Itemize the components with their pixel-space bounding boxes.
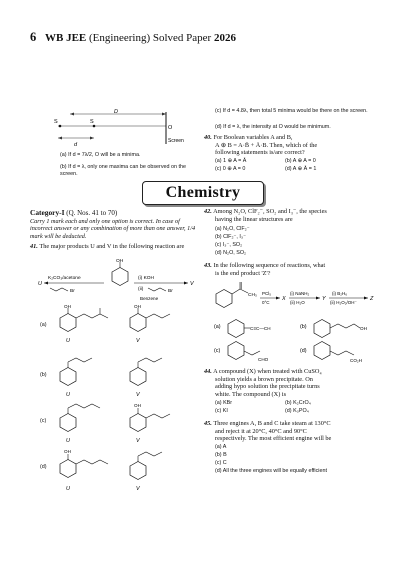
q43-r1: PCl₅ [262, 291, 272, 296]
q42-option-a: (a) N₂O, ClF₂⁻ [215, 226, 250, 232]
q40-text-1: For Boolean variables A and B, [213, 134, 293, 141]
q41-option-b-label: (b) [40, 372, 47, 378]
q42-option-b: (b) ClF₂⁻, I₃⁻ [215, 234, 246, 240]
prev-option-a: (a) If d = 7λ/2, O will be a minima. [60, 152, 141, 158]
page-number: 6 [30, 30, 37, 44]
q41-d-oh: OH [64, 449, 71, 454]
q42-option-d: (d) N₂O, SO₂ [215, 250, 247, 256]
q45-option-d: (d) All the three engines will be equally efficient [215, 468, 327, 474]
q41-b-v: V [136, 392, 140, 398]
q44-option-c: (c) KI [215, 408, 228, 414]
q41-d-v: V [136, 486, 140, 492]
q41-c-oh: OH [134, 403, 141, 408]
q43-ch3: CH₃ [248, 293, 257, 298]
q42-option-c: (c) I₃⁻, SO₂ [215, 242, 243, 248]
q44-text-2: solution yields a brown precipitate. On [215, 375, 313, 383]
q45-option-c: (c) C [215, 460, 227, 466]
q45-number: 45. [204, 420, 212, 427]
q41-br-1: Br [70, 289, 75, 294]
q41-c-u: U [66, 438, 70, 444]
prev-option-d: (d) If d = λ, the intensity at O would be minimum. [215, 124, 331, 130]
q43-text-2: is the end product 'Z'? [215, 269, 271, 277]
q40-number: 40. [204, 134, 212, 141]
prev-option-c: (c) If d = 4.8λ, then total 5 minima would be there on the screen. [215, 108, 368, 114]
question-43 [204, 262, 380, 277]
q45-text-3: respectively. The most efficient engine will be [215, 435, 332, 443]
q43-option-c-label: (c) [214, 348, 221, 354]
q41-reagent-1: K₂CO₃/acetone [48, 276, 81, 281]
prev-option-b: (b) If d = λ, only one maxima can be observed on the screen. [60, 164, 187, 177]
q43-r1b: 0°C [262, 300, 270, 305]
q43-option-d-label: (d) [300, 348, 307, 354]
q43-option-b-label: (b) [300, 324, 307, 330]
question-42 [204, 208, 380, 223]
q41-number: 41. [30, 243, 38, 250]
q41-br-2: Br [168, 289, 173, 294]
q43-option-c-group: CHO [258, 357, 269, 362]
chemistry-title: Chemistry [165, 184, 241, 201]
q40-option-b: (b) A ⊕ A = 0 [285, 158, 316, 164]
q44-option-a: (a) KBr [215, 400, 233, 406]
q41-option-c-label: (c) [40, 418, 47, 424]
paper-year: 2026 [213, 32, 236, 44]
category-range: (Q. Nos. 41 to 70) [66, 209, 118, 217]
q41-a-oh-2: OH [134, 304, 141, 309]
q43-reaction-scheme [210, 280, 385, 322]
q41-option-d-label: (d) [40, 464, 47, 470]
q41-a-oh-1: OH [64, 304, 71, 309]
q41-option-a-structures [52, 306, 192, 348]
q41-option-a-label: (a) [40, 322, 47, 328]
q41-option-c-structures [52, 400, 192, 448]
q41-reagent-2: (i) KOH [138, 276, 154, 281]
q41-a-v: V [136, 338, 140, 344]
q44-option-d: (d) K₃PO₄ [285, 408, 309, 414]
q41-u-label: U [38, 281, 42, 287]
category-heading [30, 208, 117, 217]
double-slit-diagram [52, 108, 182, 150]
q43-option-b-group: OH [360, 326, 367, 331]
q43-option-a-group: C≡C—CH [250, 326, 271, 331]
q41-c-v: V [136, 438, 140, 444]
q44-number: 44. [204, 368, 212, 375]
q43-text-1: In the following sequence of reactions, what [213, 262, 326, 269]
q41-b-u: U [66, 392, 70, 398]
question-40 [204, 134, 380, 157]
q41-option-b-structures [52, 352, 192, 402]
question-44 [204, 368, 380, 398]
q41-v-label: V [190, 281, 194, 287]
s2-label: S [90, 119, 94, 125]
q45-option-a: (a) A [215, 444, 227, 450]
q41-reagent-3: (ii) [138, 287, 144, 292]
o-label: O [168, 125, 173, 131]
screen-label: Screen [168, 138, 184, 144]
s1-label: S [54, 119, 58, 125]
q45-text-2: and reject it at 20°C, 40°C and 90°C [215, 427, 307, 435]
q41-a-u: U [66, 338, 70, 344]
q41-reaction-scheme [36, 258, 196, 306]
q43-z: Z [370, 296, 374, 302]
question-45 [204, 420, 382, 443]
q41-option-d-structures [52, 446, 192, 496]
q44-text-3: adding hypo solution the precipitate turns [215, 383, 320, 391]
q40-text-2: A ⊕ B = A·B̄ + Ā·B. Then, which of the [215, 141, 318, 149]
category-name: Category-I [30, 208, 65, 217]
d-big-label: D [114, 109, 118, 115]
q43-options [214, 318, 384, 364]
q45-text-1: Three engines A, B and C take steam at 130°C [213, 420, 331, 427]
page-header [30, 30, 236, 45]
q41-d-u: U [66, 486, 70, 492]
q44-option-b: (b) K₂CrO₄ [285, 400, 311, 406]
q43-option-a-label: (a) [214, 324, 221, 330]
q41-oh-reactant: OH [116, 259, 124, 264]
instructions: Carry 1 mark each and only one option is correct. In case of incorrect answer or any combination of more than one answer, 1/4 mark will be deducted. [30, 218, 196, 240]
q43-r3b: (ii) H₂O₂/OH⁻ [330, 300, 357, 305]
paper-subtitle: (Engineering) Solved Paper [89, 32, 212, 44]
q44-text-1: A compound (X) when treated with CuSO₄ [213, 368, 322, 375]
q40-text-3: following statements is/are correct? [215, 149, 305, 157]
q43-r3: (i) B₂H₆ [332, 291, 348, 296]
q42-number: 42. [204, 208, 212, 215]
q43-number: 43. [204, 262, 212, 269]
q40-option-d: (d) A ⊕ Ā = 1 [285, 166, 317, 172]
exam-name: WB JEE [45, 32, 87, 44]
q41-benzene: Benzene [140, 296, 159, 301]
d-small-label: d [74, 142, 78, 148]
question-41 [30, 243, 202, 251]
q42-text-1: Among N₂O, ClF₂⁻, SO₂ and I₃⁻, the species [213, 208, 327, 215]
q43-r2: (i) NaNH₂ [290, 291, 310, 296]
q40-option-a: (a) 1 ⊕ A = Ā [215, 158, 247, 164]
q44-text-4: white. The compound (X) is [215, 390, 287, 398]
q45-option-b: (b) B [215, 452, 227, 458]
q43-option-d-group: CO₂H [350, 358, 362, 363]
q43-x: X [282, 296, 286, 302]
q42-text-2: having the linear structures are [215, 215, 293, 223]
q41-text: The major products U and V in the following reaction are [39, 243, 185, 250]
q43-r2b: (ii) H₂O [290, 300, 305, 305]
q43-y: Y [322, 296, 326, 302]
chemistry-section-banner [142, 181, 264, 205]
q40-option-c: (c) 0 ⊕ A = 0 [215, 166, 246, 172]
